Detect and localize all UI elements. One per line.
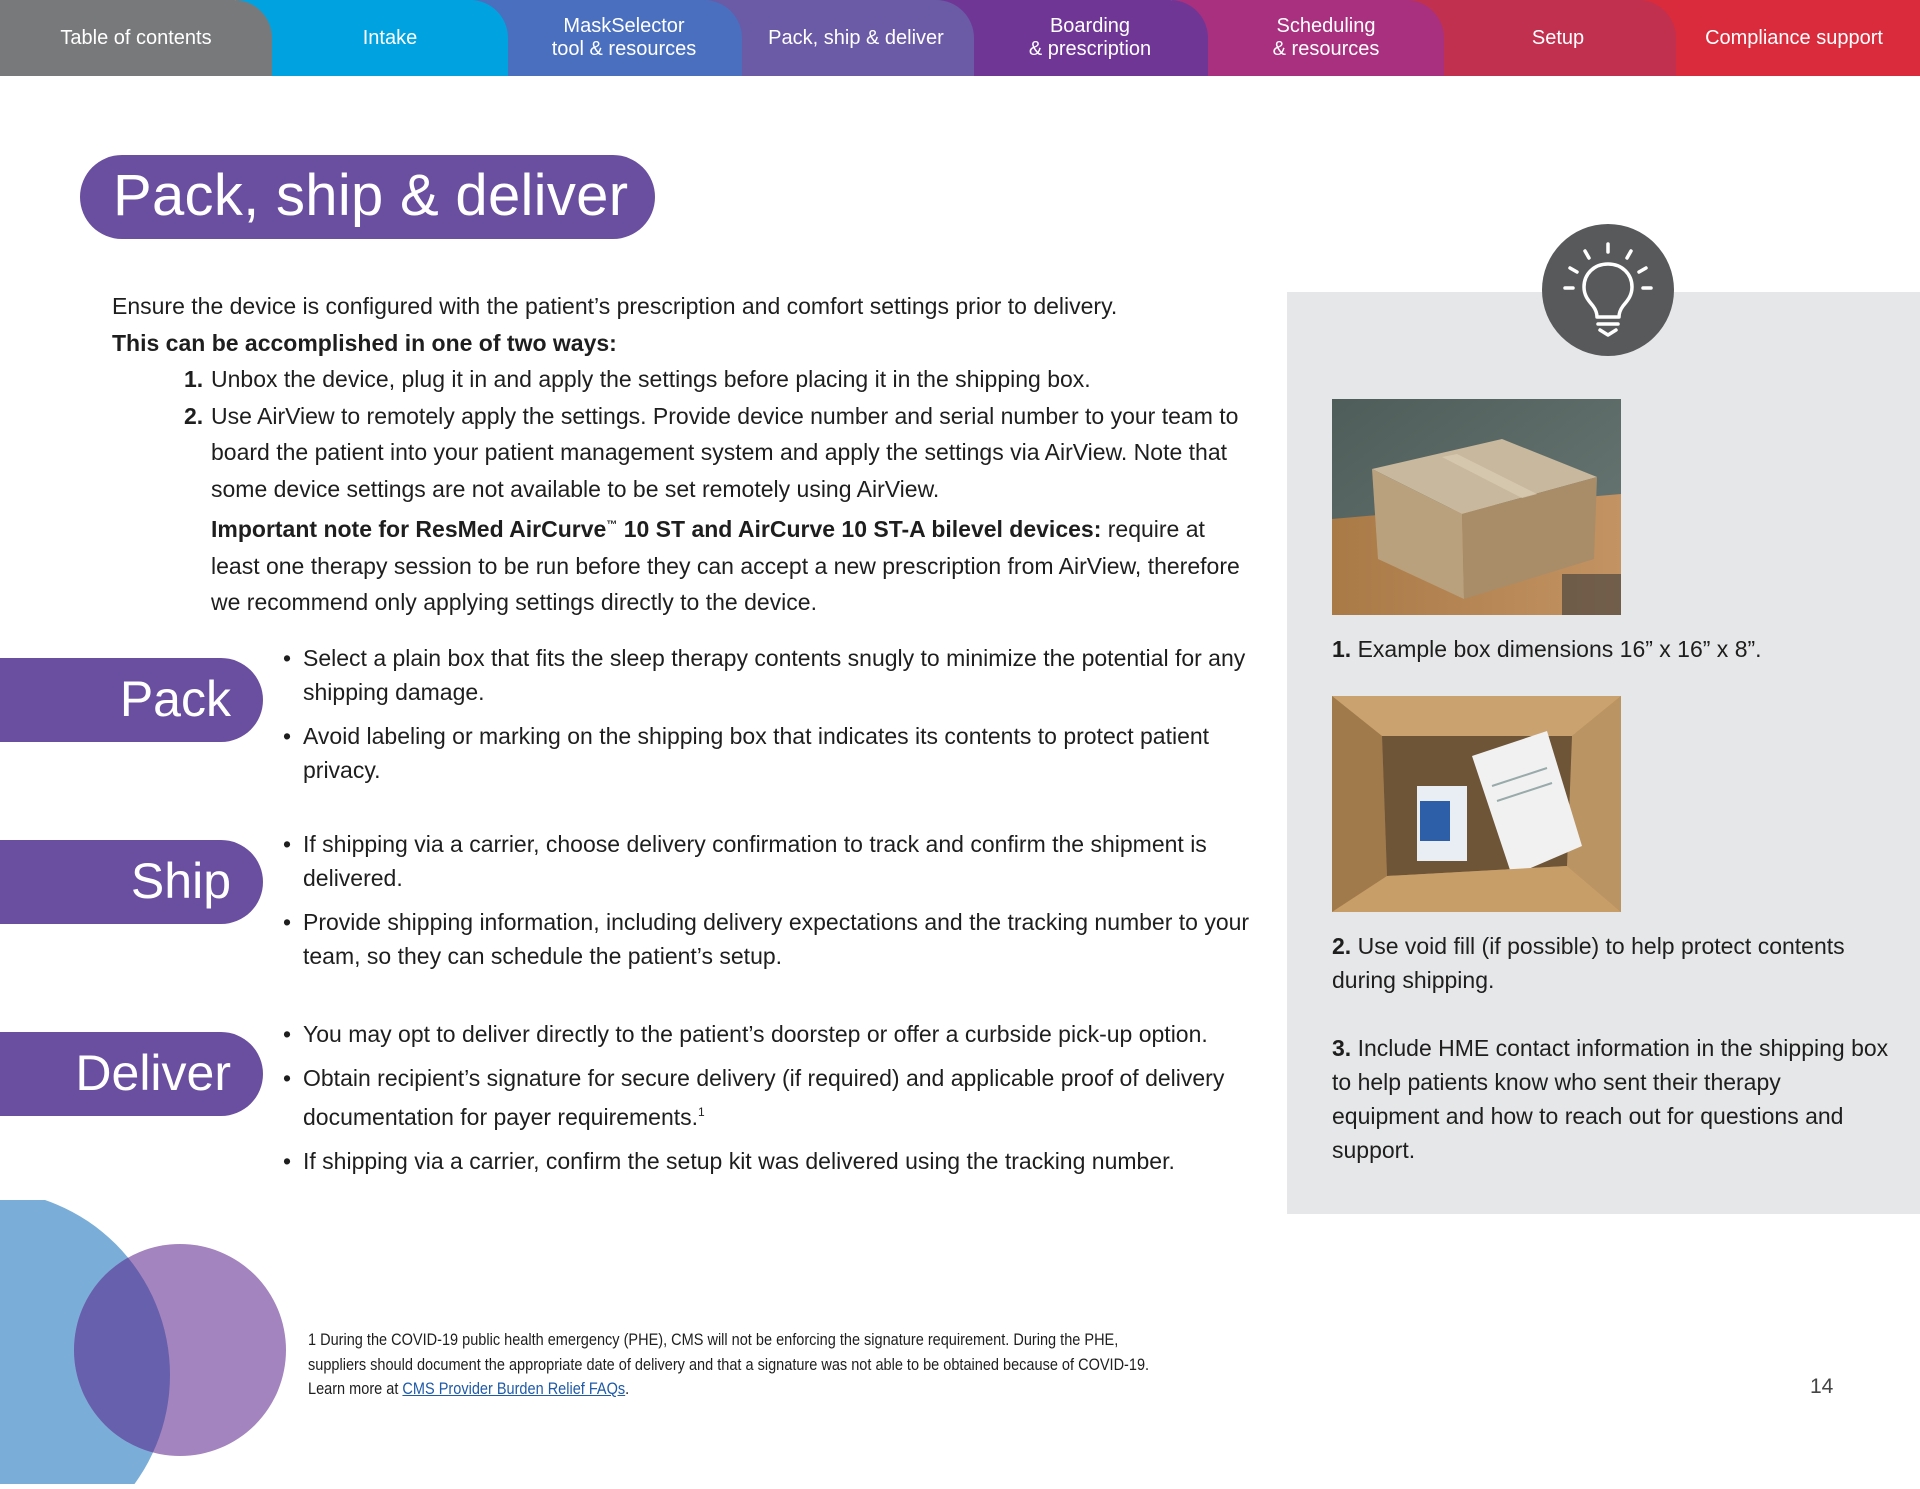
note-bold-b: 10 ST and AirCurve 10 ST-A bilevel devices: — [617, 516, 1102, 542]
open-box-illustration — [1332, 696, 1621, 912]
intro-subheading: This can be accomplished in one of two ways: — [112, 329, 617, 356]
pack-label-pill — [0, 658, 263, 742]
list-item: • You may opt to deliver directly to the patient’s doorstep or offer a curbside pick-up option. — [283, 1017, 1253, 1051]
closed-box-illustration — [1332, 399, 1621, 615]
option-text: Use AirView to remotely apply the settings. Provide device number and serial number to your team to board the patient into your patient management system and apply the settings via AirView. Note that some device settings are not available to be set remotely using AirView. — [211, 402, 1239, 502]
note-bold-a: Important note for ResMed AirCurve — [211, 516, 607, 542]
void-fill-box-photo — [1332, 696, 1621, 912]
options-list — [112, 361, 1252, 621]
footnote-text: 1 During the COVID-19 public health emergency (PHE), CMS will not be enforcing the signature requirement. During the PHE, suppliers should document the appropriate date of delivery and that a signature was not able to be obtained because of COVID-19. Learn more at — [308, 1331, 1150, 1398]
trademark-mark: ™ — [606, 519, 618, 531]
tip-number: 3. — [1332, 1035, 1352, 1061]
option-number: 1. — [184, 366, 204, 392]
lightbulb-icon-graphic — [1542, 224, 1674, 356]
lightbulb-icon — [1542, 224, 1674, 356]
important-note — [211, 507, 1252, 621]
tab-label: Pack, ship & deliver — [768, 26, 944, 49]
tab-table-of-contents[interactable] — [0, 0, 272, 76]
option-number: 2. — [184, 402, 204, 429]
note-text: require at least one therapy session to be run before they can accept a new prescription from AirView, therefore we recommend only applying settings directly to the device. — [211, 516, 1240, 615]
option-item — [112, 361, 1252, 398]
tab-label: Setup — [1531, 26, 1585, 49]
ship-bullets — [283, 827, 1253, 983]
tip-caption-3 — [1332, 1031, 1892, 1167]
footnote-ref[interactable]: 1 — [698, 1105, 705, 1119]
ship-heading: Ship — [130, 853, 231, 909]
tip-caption-1 — [1332, 632, 1892, 666]
tab-label: Scheduling & resources — [1272, 15, 1380, 60]
tab-label: MaskSelector tool & resources — [551, 15, 697, 60]
tip-text: Use void fill (if possible) to help protect contents during shipping. — [1332, 933, 1845, 993]
option-item — [112, 398, 1252, 621]
page-title-pill — [80, 155, 655, 239]
tab-label: Intake — [362, 26, 418, 49]
tab-label: Table of contents — [60, 26, 212, 49]
decorative-circles — [0, 1200, 300, 1484]
intro-block — [112, 288, 1252, 621]
list-item — [283, 1061, 1253, 1134]
list-item-text: Obtain recipient’s signature for secure delivery (if required) and applicable proof of delivery documentation for payer requirements. — [303, 1065, 1225, 1130]
pack-bullets — [283, 641, 1253, 797]
deliver-bullets — [283, 1017, 1253, 1188]
cms-faq-link[interactable]: CMS Provider Burden Relief FAQs — [402, 1380, 626, 1398]
deliver-heading: Deliver — [75, 1045, 231, 1101]
list-item: • Avoid labeling or marking on the shipping box that indicates its contents to protect patient privacy. — [283, 719, 1253, 787]
page-title: Pack, ship & deliver — [113, 163, 629, 228]
list-item: • Provide shipping information, including delivery expectations and the tracking number to your team, so they can schedule the patient’s setup. — [283, 905, 1253, 973]
tip-number: 1. — [1332, 636, 1352, 662]
section-tab-bar — [0, 0, 1920, 76]
tab-compliance-support[interactable] — [1638, 0, 1920, 76]
list-item: • If shipping via a carrier, confirm the setup kit was delivered using the tracking number. — [283, 1144, 1253, 1178]
example-box-photo — [1332, 399, 1621, 615]
footnote-end: . — [625, 1380, 630, 1398]
tab-intake[interactable] — [236, 0, 508, 76]
ship-label-pill — [0, 840, 263, 924]
tab-pack-ship-deliver[interactable] — [702, 0, 974, 76]
tab-maskselector[interactable] — [470, 0, 742, 76]
tip-text: Include HME contact information in the shipping box to help patients know who sent their therapy equipment and how to reach out for questions and support. — [1332, 1035, 1889, 1163]
tab-scheduling-resources[interactable] — [1172, 0, 1444, 76]
deliver-label-pill — [0, 1032, 263, 1116]
list-item: • If shipping via a carrier, choose delivery confirmation to track and confirm the shipment is delivered. — [283, 827, 1253, 895]
footnote — [308, 1328, 1170, 1402]
circles-graphic — [0, 1200, 300, 1484]
pack-heading: Pack — [119, 671, 231, 727]
tab-label: Compliance support — [1705, 26, 1883, 49]
tab-setup[interactable] — [1404, 0, 1676, 76]
tip-text: Example box dimensions 16” x 16” x 8”. — [1351, 636, 1762, 662]
tip-number: 2. — [1332, 933, 1352, 959]
page-number: 14 — [1810, 1375, 1834, 1398]
intro-text: Ensure the device is configured with the patient’s prescription and comfort settings prior to delivery. — [112, 293, 1118, 319]
option-text: Unbox the device, plug it in and apply the settings before placing it in the shipping box. — [211, 366, 1091, 392]
tab-label: Boarding & prescription — [1028, 15, 1152, 60]
tip-caption-2 — [1332, 929, 1892, 997]
list-item: • Select a plain box that fits the sleep therapy contents snugly to minimize the potential for any shipping damage. — [283, 641, 1253, 709]
tab-boarding-prescription[interactable] — [936, 0, 1208, 76]
